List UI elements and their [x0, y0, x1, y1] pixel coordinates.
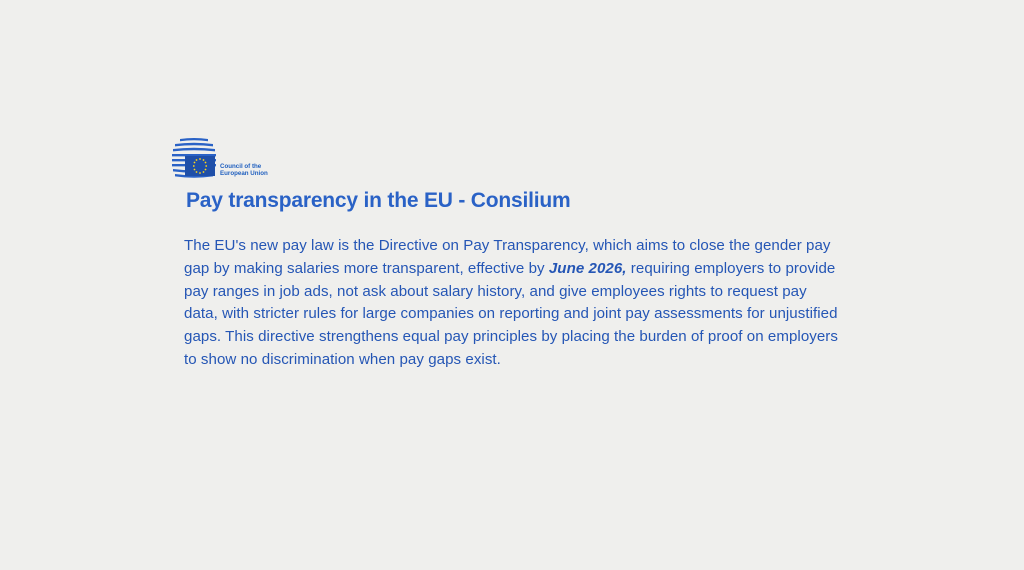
paragraph-part-2: requiring employers to provide pay ranges in job ads, not ask about salary history, and give employees rights to request pay data, with stricter rules for large companies on reporting and joint pay assessments for unjustified gaps. This directive strengthens equal pay principles by placing the burden of proof on employers to show no discrimination when pay gaps exist. — [184, 259, 838, 368]
logo-line-1: Council of the — [220, 163, 262, 170]
logo-line-2: European Union — [220, 170, 268, 177]
council-logo — [172, 138, 282, 180]
eu-flag-icon — [185, 156, 215, 176]
summary-paragraph — [184, 235, 844, 372]
paragraph-emphasis-date: June 2026, — [548, 259, 627, 277]
page-title: Pay transparency in the EU - Consilium — [186, 189, 571, 212]
paragraph-part-1: The EU's new pay law is the Directive on Pay Transparency, which aims to close the gender pay gap by making salaries more transparent, effective by — [184, 237, 831, 277]
building-stripes-icon — [172, 138, 216, 180]
logo-text — [220, 163, 268, 177]
